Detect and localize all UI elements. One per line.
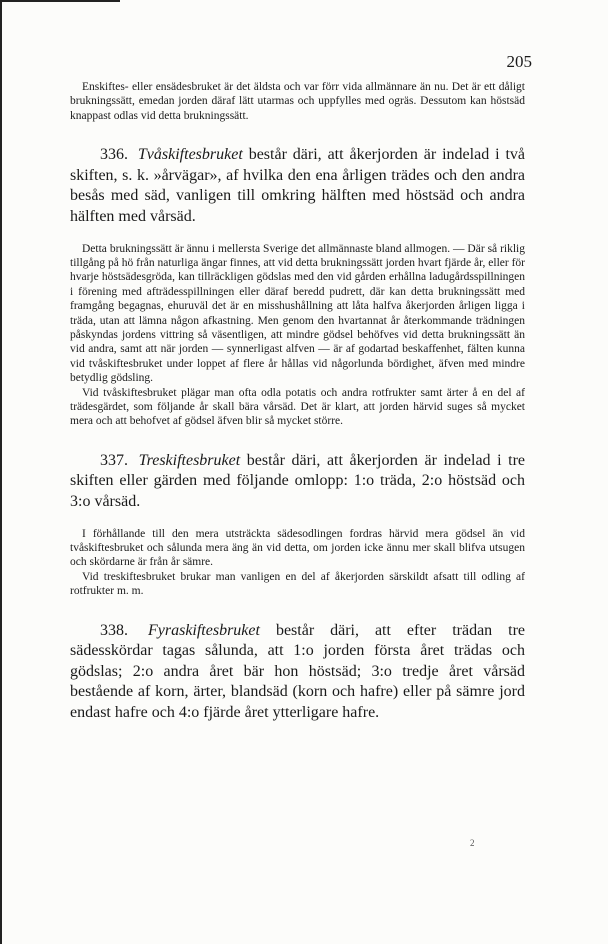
section-text: består däri, att åkerjorden är indelad i tre skiften eller gärden med följande omlopp: 1:o träda, 2:o höstsäd och 3:o vårsäd. [70, 451, 525, 511]
section-number: 336. [100, 146, 128, 164]
footer-mark: 2 [470, 838, 475, 848]
page-body [70, 80, 525, 724]
section-term: Tvåskiftesbruket [137, 146, 243, 164]
section-term: Treskiftesbruket [138, 451, 241, 469]
page-number: 205 [506, 52, 532, 71]
section-337-note-2: Vid treskiftesbruket brukar man vanligen en del af åkerjorden särskildt afsatt till odling af rotfrukter m. m. [70, 570, 525, 598]
section-336-note-2: Vid tvåskiftesbruket plägar man ofta odla potatis och andra rotfrukter samt ärter å en del af trädesgärdet, som följande år skall bära vårsäd. Det är klart, att jorden härvid suges så mycket mera och att behofvet af gödsel äfven blir så mycket större. [70, 386, 525, 428]
section-text: består däri, att efter trädan tre sädesskördar tagas sålunda, att 1:o jorden första året trädas och gödslas; 2:o andra året bär hon höstsäd; 3:o tredje året vårsäd bestående af korn, ärter, blandsäd (korn och hafre) eller på sämre jord endast hafre och 4:o fjärde året ytterligare hafre. [70, 621, 526, 722]
section-337-note-1: I förhållande till den mera utsträckta sädesodlingen fordras härvid mera gödsel än vid tvåskiftesbruket och sålunda mera äng än vid detta, om jorden icke ännu mer skall blifva utsugen och skördarne är från år sämre. [70, 527, 525, 569]
section-number: 338. [100, 621, 128, 639]
section-336-note-1: Detta brukningssätt är ännu i mellersta Sverige det allmännaste bland allmogen. — Där så riklig tillgång på hö från naturliga ängar finnes, att vid detta brukningssätt jorden hvart fjärde år, eller för hvarje höstsädesgröda, kan tillräckligen gödslas med den vid gården erhållna ladugårdsspillningen i förening med afträdesspillningen eller däraf beredd pudrett, där kan detta brukningssätt med framgång begagnas, ehuruväl det är en misshushållning att låta halfva åkerjorden årligen ligga i träda, utan att lämna någon afkastning. Men genom den hvartannat år återkommande trädningen påskyndas jordens vittring så väsentligen, att mindre gödsel behöfves vid detta brukningssätt än vid andra, samt att när jorden — synnerligast alfven — är af godartad beskaffenhet, fälten kunna vid tvåskiftesbruket under loppet af flere år hållas vid någorlunda bördighet, äfven med mindre betydlig gödsling. [70, 242, 525, 385]
intro-paragraph: Enskiftes- eller ensädesbruket är det äldsta och var förr vida allmännare än nu. Det är ett dåligt brukningssätt, emedan jorden däraf lätt utarmas och uppfylles med ogräs. Dessutom kan höstsäd knappast odlas vid detta brukningssätt. [70, 81, 525, 122]
section-338 [70, 621, 525, 724]
page-edge-left [0, 0, 2, 944]
page-edge-top [0, 0, 120, 2]
section-336 [70, 145, 525, 227]
section-337 [70, 451, 525, 513]
section-number: 337. [100, 451, 128, 469]
section-term: Fyraskiftesbruket [147, 621, 260, 639]
section-text: består däri, att åkerjorden är indelad i två skiften, s. k. »årvägar», af hvilka den ena årligen trädes och den andra besås med säd, vanligen till omkring hälften med höstsäd och andra hälften med vårsäd. [70, 146, 525, 225]
